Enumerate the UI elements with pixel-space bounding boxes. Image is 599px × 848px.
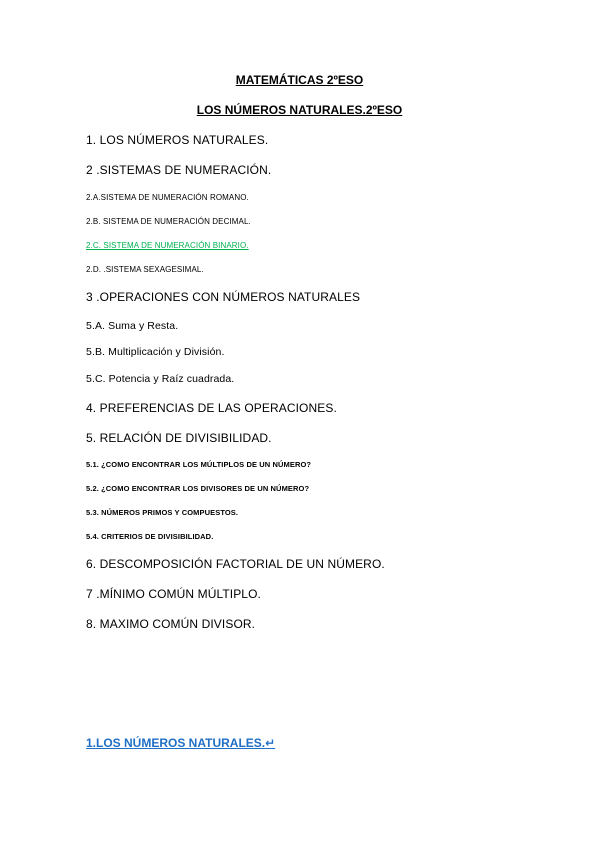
document-subtitle: LOS NÚMEROS NATURALES.2ºESO xyxy=(196,103,403,117)
toc-item-5[interactable]: 5. RELACIÓN DE DIVISIBILIDAD. xyxy=(86,431,272,445)
toc-item-2c-link[interactable]: 2.C. SISTEMA DE NUMERACIÓN BINARIO. xyxy=(86,241,249,250)
toc-item-5c[interactable]: 5.C. Potencia y Raíz cuadrada. xyxy=(86,373,235,385)
toc-item-5b[interactable]: 5.B. Multiplicación y División. xyxy=(86,346,225,358)
toc-item-5-3[interactable]: 5.3. NÚMEROS PRIMOS Y COMPUESTOS. xyxy=(86,508,239,517)
toc-item-5-1[interactable]: 5.1. ¿COMO ENCONTRAR LOS MÚLTIPLOS DE UN NÚMERO? xyxy=(86,460,312,469)
toc-item-1[interactable]: 1. LOS NÚMEROS NATURALES. xyxy=(86,133,269,147)
toc-item-7[interactable]: 7 .MÍNIMO COMÚN MÚLTIPLO. xyxy=(86,587,261,601)
section-heading-text: 1.LOS NÚMEROS NATURALES. xyxy=(86,736,266,750)
toc-item-8[interactable]: 8. MAXIMO COMÚN DIVISOR. xyxy=(86,617,256,631)
paragraph-mark-icon: ↵ xyxy=(265,736,276,750)
document-title: MATEMÁTICAS 2ºESO xyxy=(235,73,364,87)
toc-item-3[interactable]: 3 .OPERACIONES CON NÚMEROS NATURALES xyxy=(86,290,361,304)
toc-item-5-2[interactable]: 5.2. ¿COMO ENCONTRAR LOS DIVISORES DE UN NÚMERO? xyxy=(86,484,310,493)
section-heading-1[interactable] xyxy=(86,736,275,750)
toc-item-2d[interactable]: 2.D. .SISTEMA SEXAGESIMAL. xyxy=(86,265,204,274)
toc-item-4[interactable]: 4. PREFERENCIAS DE LAS OPERACIONES. xyxy=(86,401,337,415)
toc-item-2b[interactable]: 2.B. SISTEMA DE NUMERACIÓN DECIMAL. xyxy=(86,217,251,226)
toc-item-2[interactable]: 2 .SISTEMAS DE NUMERACIÓN. xyxy=(86,163,272,177)
toc-item-5a[interactable]: 5.A. Suma y Resta. xyxy=(86,320,179,332)
toc-item-5-4[interactable]: 5.4. CRITERIOS DE DIVISIBILIDAD. xyxy=(86,532,214,541)
toc-item-2a[interactable]: 2.A.SISTEMA DE NUMERACIÓN ROMANO. xyxy=(86,193,249,202)
toc-item-6[interactable]: 6. DESCOMPOSICIÓN FACTORIAL DE UN NÚMERO. xyxy=(86,557,385,571)
